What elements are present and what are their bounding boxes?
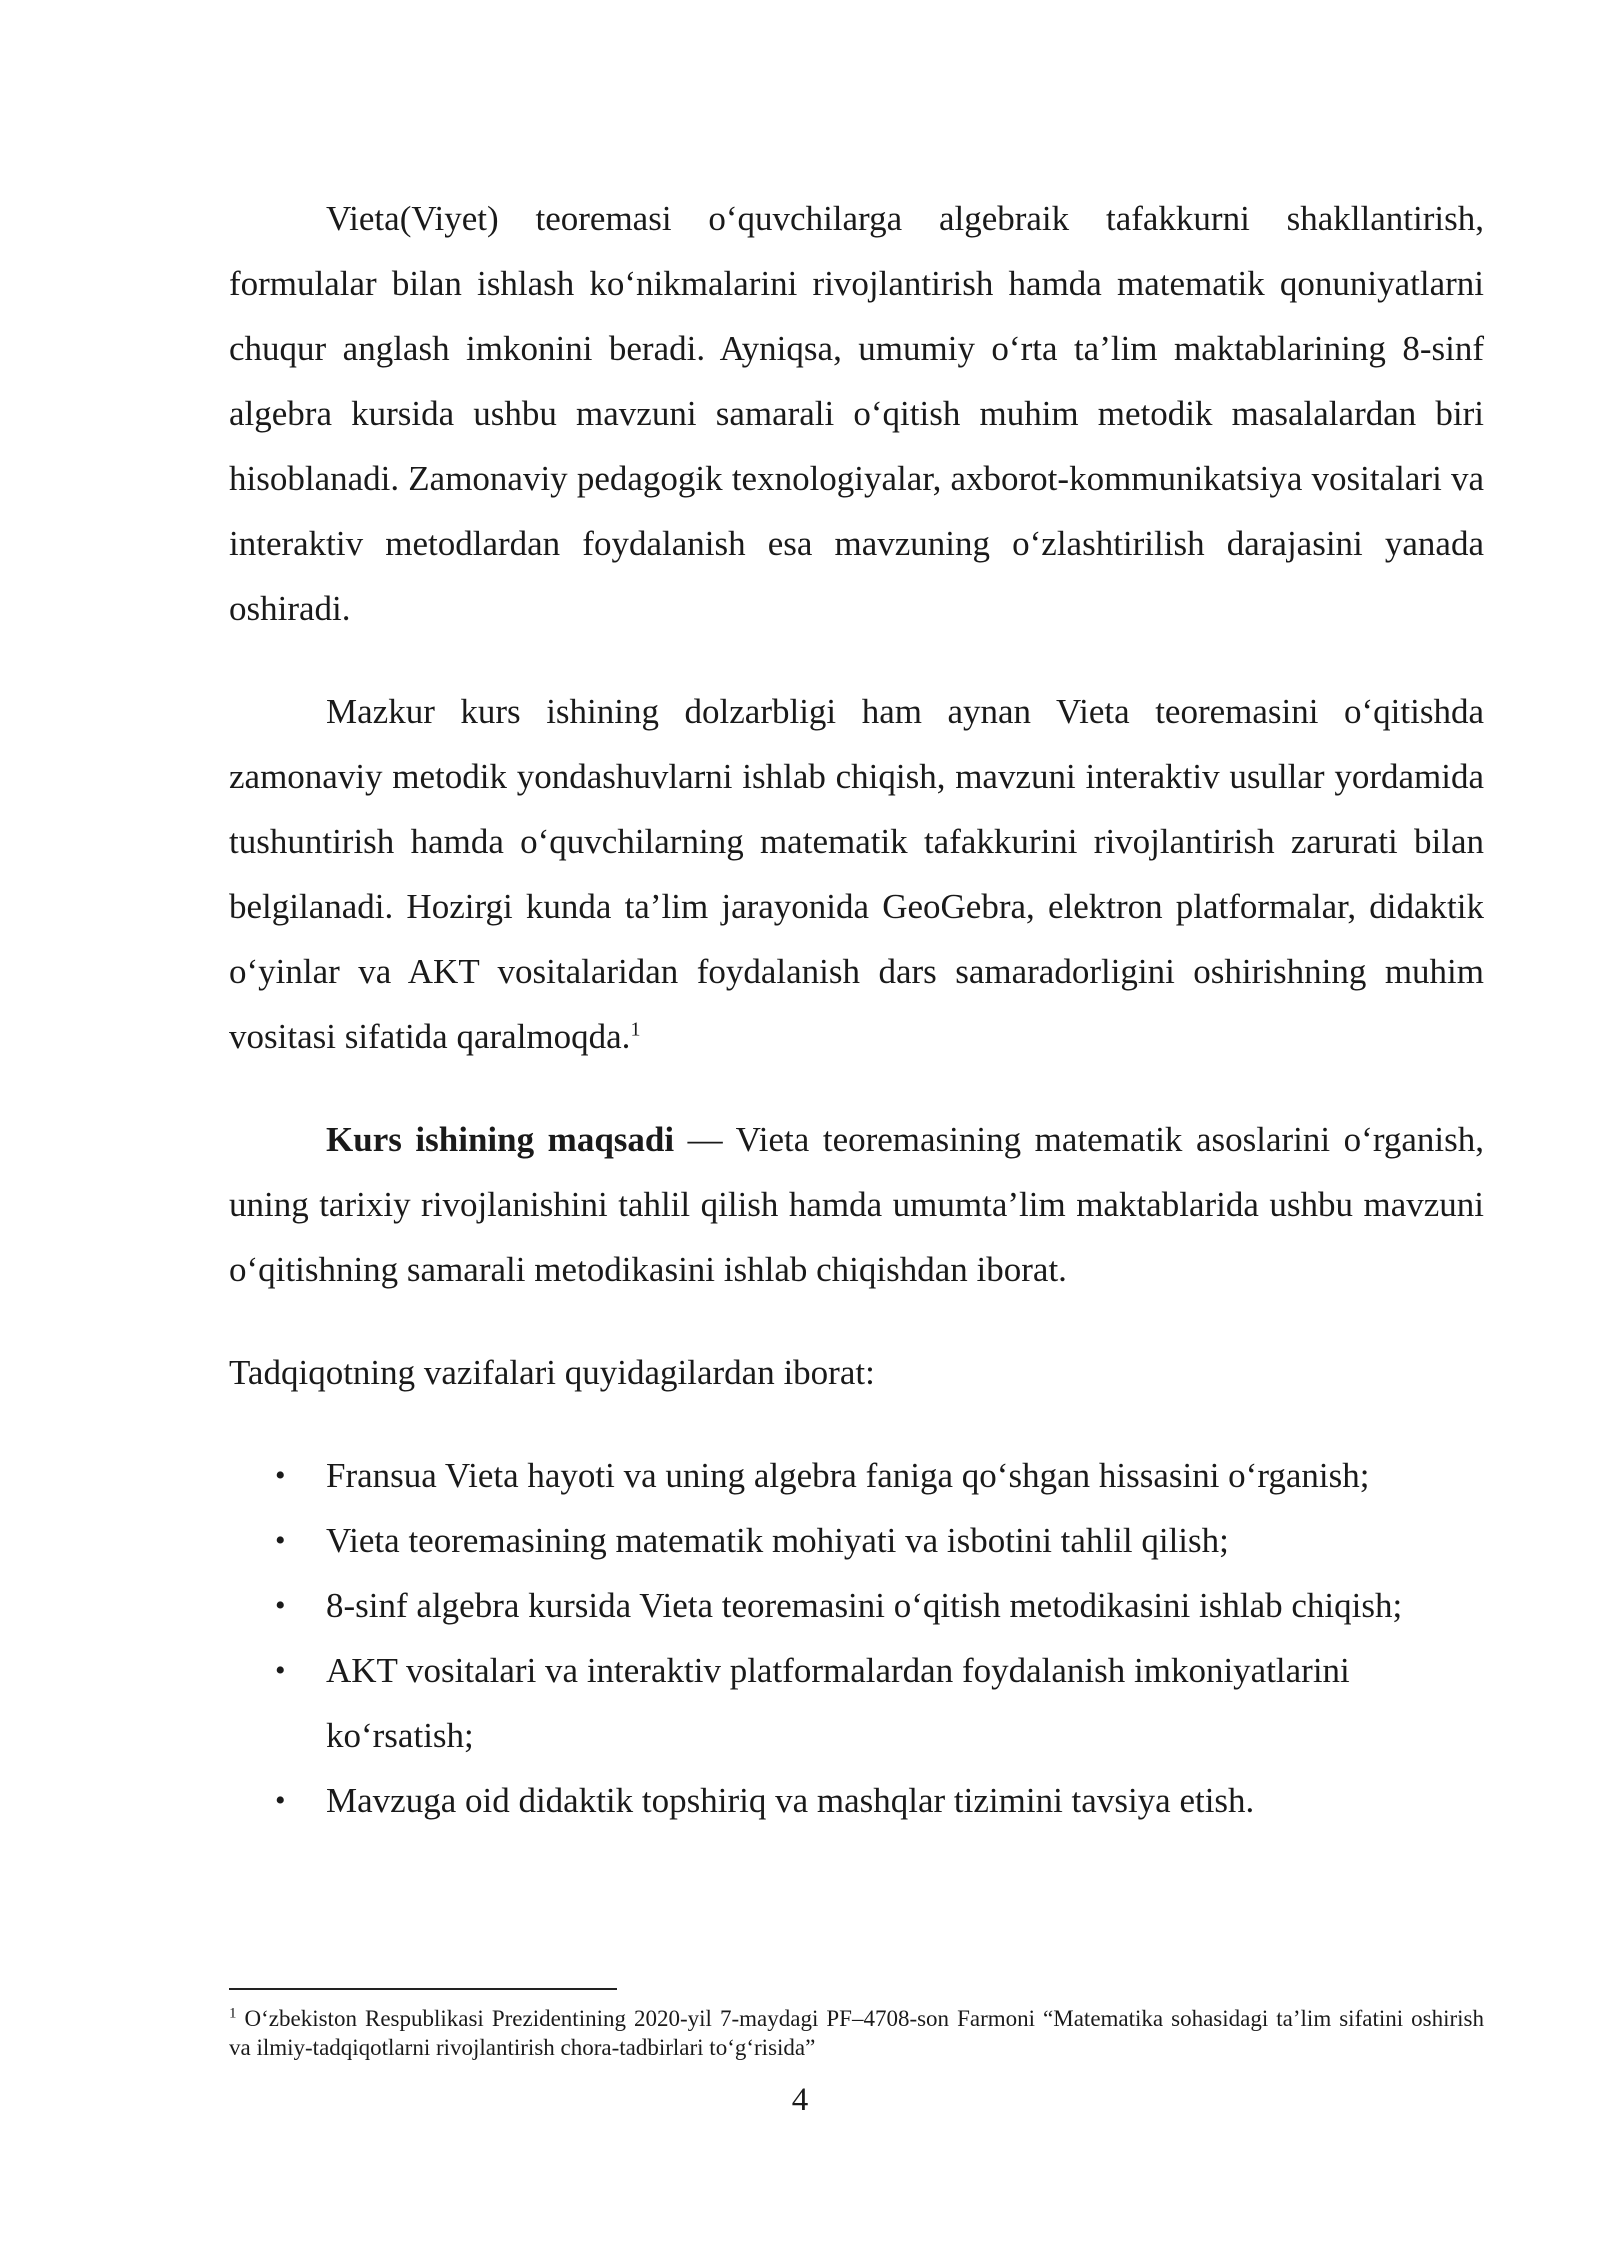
list-item [229, 1508, 1484, 1573]
bullet-icon: • [275, 1589, 286, 1622]
list-item [229, 1638, 1484, 1768]
paragraph-goal [229, 1107, 1484, 1302]
goal-heading: Kurs ishining maqsadi [326, 1120, 675, 1159]
bullet-icon: • [275, 1784, 286, 1817]
page-number: 4 [791, 2082, 809, 2118]
footnote-reference[interactable]: 1 [630, 1018, 641, 1041]
footnote-number: 1 [229, 2005, 237, 2022]
paragraph-relevance [229, 679, 1484, 1069]
page-body [229, 186, 1484, 1833]
list-item [229, 1768, 1484, 1833]
tasks-list [229, 1443, 1484, 1833]
footnote-text: O‘zbekiston Respublikasi Prezidentining 2020-yil 7-maydagi PF–4708-son Farmoni “Matematika sohasidagi ta’lim sifatini oshirish va ilmiy-tadqiqotlarni rivojlantirish chora-tadbirlari to‘g‘risida” [229, 2006, 1484, 2060]
goal-text: — Vieta teoremasining matematik asoslarini o‘rganish, uning tarixiy rivojlanishini tahlil qilish hamda umumta’lim maktablarida ushbu mavzuni o‘qitishning samarali metodikasini ishlab chiqishdan iborat. [229, 1120, 1484, 1289]
paragraph-intro: Vieta(Viyet) teoremasi o‘quvchilarga algebraik tafakkurni shakllantirish, formulalar bilan ishlash ko‘nikmalarini rivojlantirish hamda matematik qonuniyatlarni chuqur anglash imkonini beradi. Ayniqsa, umumiy o‘rta ta’lim maktablarining 8-sinf algebra kursida ushbu mavzuni samarali o‘qitish muhim metodik masalalardan biri hisoblanadi. Zamonaviy pedagogik texnologiyalar, axborot-kommunikatsiya vositalari va interaktiv metodlardan foydalanish esa mavzuning o‘zlashtirilish darajasini yanada oshiradi. [229, 199, 1484, 628]
footnote-divider [229, 1988, 617, 1990]
bullet-icon: • [275, 1524, 286, 1557]
list-item-text: Vieta teoremasining matematik mohiyati va isbotini tahlil qilish; [326, 1521, 1229, 1560]
tasks-intro: Tadqiqotning vazifalari quyidagilardan iborat: [229, 1353, 875, 1392]
list-item-text: AKT vositalari va interaktiv platformalardan foydalanish imkoniyatlarini ko‘rsatish; [326, 1651, 1350, 1755]
paragraph-relevance-text: Mazkur kurs ishining dolzarbligi ham aynan Vieta teoremasini o‘qitishda zamonaviy metodik yondashuvlarni ishlab chiqish, mavzuni interaktiv usullar yordamida tushuntirish hamda o‘quvchilarning matematik tafakkurini rivojlantirish zarurati bilan belgilanadi. Hozirgi kunda ta’lim jarayonida GeoGebra, elektron platformalar, didaktik o‘yinlar va AKT vositalaridan foydalanish dars samaradorligini oshirishning muhim vositasi sifatida qaralmoqda. [229, 692, 1484, 1056]
bullet-icon: • [275, 1459, 286, 1492]
list-item-text: Mavzuga oid didaktik topshiriq va mashqlar tizimini tavsiya etish. [326, 1781, 1255, 1820]
bullet-icon: • [275, 1654, 286, 1687]
list-item [229, 1443, 1484, 1508]
footnote [229, 2004, 1484, 2062]
list-item-text: 8-sinf algebra kursida Vieta teoremasini o‘qitish metodikasini ishlab chiqish; [326, 1586, 1403, 1625]
list-item [229, 1573, 1484, 1638]
list-item-text: Fransua Vieta hayoti va uning algebra faniga qo‘shgan hissasini o‘rganish; [326, 1456, 1370, 1495]
